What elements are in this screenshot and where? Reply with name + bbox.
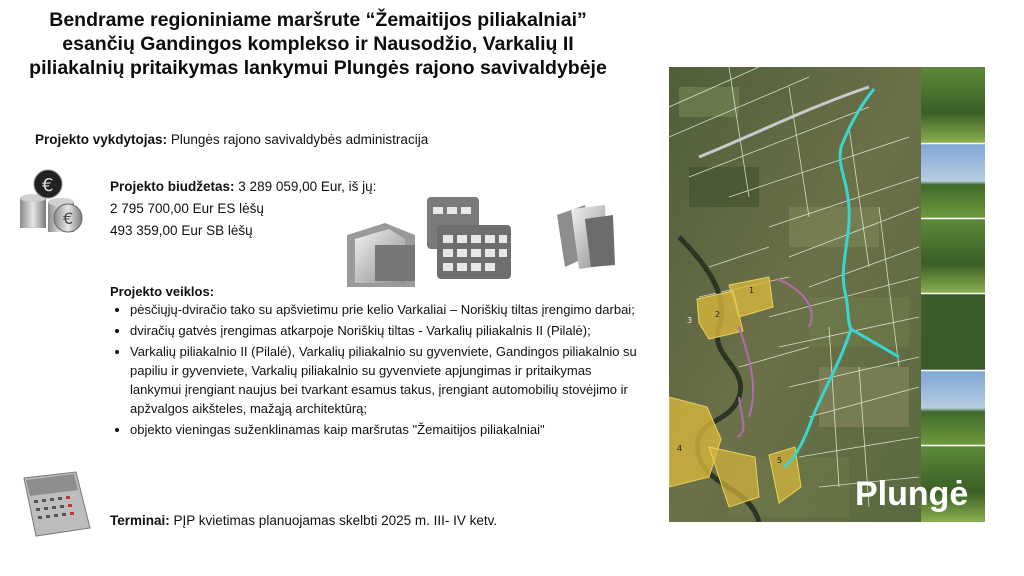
page-title: Bendrame regioniniame maršrute “Žemaitijos piliakalniai” esančių Gandingos komplekso ir Nausodžio, Varkalių II piliakalnių pritaikymas lankymui Plungės rajono savivaldybėje — [29, 9, 607, 79]
list-item: • Varkalių piliakalnio II (Pilalė), Varkalių piliakalnio su gyvenviete, Gandingos piliakalnio su papiliu ir gyvenviete, Varkalių piliakalnio su gyvenviete apjungimas ir pritaikymas lankymui įrengiant naujus bei tvarkant esamus takus, įrengiant automobilių stovėjimo ir apžvalgos aikšteles, mažąją architektūrą; — [130, 342, 640, 418]
site-map-image — [669, 67, 985, 522]
terms-label: Terminai: — [110, 513, 170, 528]
svg-text:€: € — [42, 175, 54, 196]
photo-strip — [921, 67, 985, 522]
photo — [921, 294, 985, 370]
calendar-icon — [20, 468, 94, 538]
budget-total: 3 289 059,00 Eur, iš jų: — [238, 179, 377, 194]
photo — [921, 219, 985, 293]
implementer-label: Projekto vykdytojas: — [35, 132, 168, 147]
zone-label: 4 — [677, 444, 683, 453]
project-implementer — [35, 132, 428, 147]
photo — [921, 67, 985, 143]
project-budget — [110, 176, 376, 242]
list-item: • objekto vieningas suženklinamas kaip maršrutas "Žemaitijos piliakalniai" — [130, 420, 640, 439]
svg-text:€: € — [63, 209, 74, 228]
plunge-logo: Plungė — [855, 475, 969, 513]
budget-sb: 493 359,00 Eur SB lėšų — [110, 223, 253, 238]
euro-coins-icon — [18, 168, 90, 238]
document-folders-icon — [345, 195, 625, 287]
photo — [921, 144, 985, 218]
terms-value: PĮP kvietimas planuojamas skelbti 2025 m. III- IV ketv. — [173, 513, 498, 528]
zone-label: 5 — [777, 456, 783, 465]
zone-label: 2 — [715, 310, 721, 319]
activities-list — [110, 298, 640, 441]
activities-heading: Projekto veiklos: — [110, 284, 215, 299]
zone-label: 3 — [687, 316, 693, 325]
list-item: • pėsčiųjų-dviračio tako su apšvietimu prie kelio Varkaliai – Noriškių tiltas įrengimo darbai; — [130, 300, 640, 319]
budget-label: Projekto biudžetas: — [110, 179, 235, 194]
budget-eu: 2 795 700,00 Eur ES lėšų — [110, 201, 264, 216]
implementer-value: Plungės rajono savivaldybės administracija — [170, 132, 429, 147]
project-terms — [110, 513, 497, 528]
photo — [921, 371, 985, 445]
list-item: • dviračių gatvės įrengimas atkarpoje Noriškių tiltas - Varkalių piliakalnis II (Pilalė); — [130, 321, 640, 340]
zone-label: 1 — [749, 286, 755, 295]
